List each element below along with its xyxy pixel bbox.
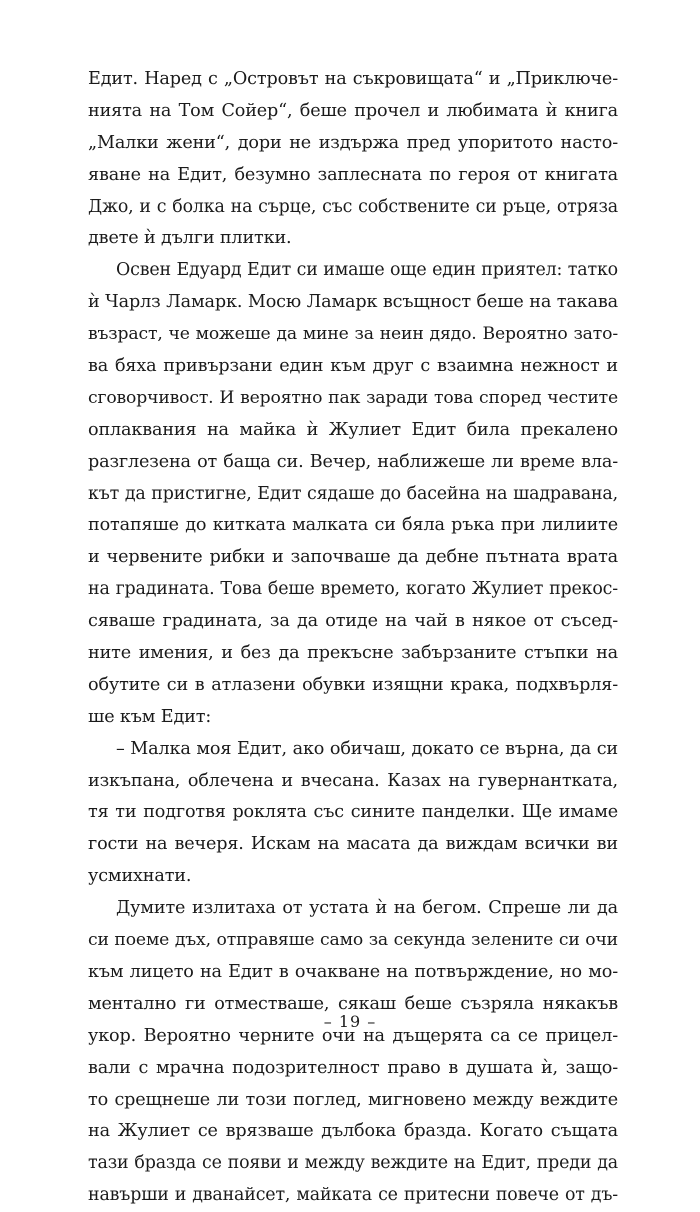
text-line: и червените рибки и започваше да дебне пътната врата: [88, 547, 618, 568]
text-line: усмихнати.: [88, 866, 192, 887]
text-line: сяваше градината, за да отиде на чай в някое от съсед-: [88, 611, 618, 632]
text-line: кът да пристигне, Едит сядаше до басейна на шадравана,: [88, 483, 618, 504]
text-line: изкъпана, облечена и вчесана. Казах на гувернантката,: [88, 770, 618, 791]
text-line: двете ѝ дълги плитки.: [88, 228, 292, 249]
text-line: ментално ги отместваше, сякаш беше съзряла някакъв: [88, 993, 618, 1014]
text-line: възраст, че можеше да мине за неин дядо. Вероятно зато-: [88, 324, 618, 345]
text-line: ѝ Чарлз Ламарк. Мосю Ламарк всъщност беше на такава: [88, 292, 618, 313]
text-line: ше към Едит:: [88, 706, 212, 727]
text-line: тази бразда се появи и между веждите на Едит, преди да: [88, 1153, 618, 1174]
text-line: то срещнеше ли този поглед, мигновено между веждите: [88, 1089, 618, 1110]
text-line: яване на Едит, безумно заплесната по героя от книгата: [88, 164, 618, 185]
text-line: вали с мрачна подозрителност право в душата ѝ, защо-: [88, 1057, 618, 1078]
text-line: „Малки жени“, дори не издържа пред упоритото насто-: [88, 132, 618, 153]
text-line: си поеме дъх, отправяше само за секунда зелените си очи: [88, 930, 618, 951]
text-line: навърши и дванайсет, майката се притесни повече от дъ-: [88, 1185, 618, 1206]
text-line: – Малка моя Едит, ако обичаш, докато се върна, да си: [116, 738, 618, 759]
text-line: укор. Вероятно черните очи на дъщерята са се прицел-: [88, 1025, 618, 1046]
text-line: разглезена от баща си. Вечер, наближеше ли време вла-: [88, 451, 618, 472]
text-line: на Жулиет се врязваше дълбока бразда. Когато същата: [88, 1121, 618, 1142]
text-line: на градината. Това беше времето, когато Жулиет прекос-: [88, 579, 618, 600]
text-line: нията на Том Сойер“, беше прочел и любимата ѝ книга: [88, 100, 618, 121]
text-line: оплаквания на майка ѝ Жулиет Едит била прекалено: [88, 419, 618, 440]
text-line: Освен Едуард Едит си имаше още един приятел: татко: [116, 260, 618, 281]
text-line: ните имения, и без да прекъсне забързаните стъпки на: [88, 643, 618, 664]
body-text: [88, 64, 618, 1212]
text-line: Едит. Наред с „Островът на съкровищата“ и „Приключе-: [88, 69, 618, 89]
text-line: към лицето на Едит в очакване на потвърждение, но мо-: [88, 961, 618, 982]
page-number: – 19 –: [323, 1012, 377, 1031]
text-line: тя ти подготвя роклята със сините панделки. Ще имаме: [88, 802, 618, 823]
text-line: ва бяха привързани един към друг с взаимна нежност и: [88, 356, 618, 377]
text-line: гости на вечеря. Искам на масата да виждам всички ви: [88, 834, 618, 855]
text-line: обутите си в атлазени обувки изящни крака, подхвърля-: [88, 674, 618, 695]
text-line: Джо, и с болка на сърце, със собствените си ръце, отряза: [88, 196, 618, 217]
text-line: сговорчивост. И вероятно пак заради това според честите: [88, 387, 618, 408]
text-line: потапяше до китката малката си бяла ръка при лилиите: [88, 515, 618, 536]
text-line: Думите излитаха от устата ѝ на бегом. Спреше ли да: [116, 898, 618, 919]
